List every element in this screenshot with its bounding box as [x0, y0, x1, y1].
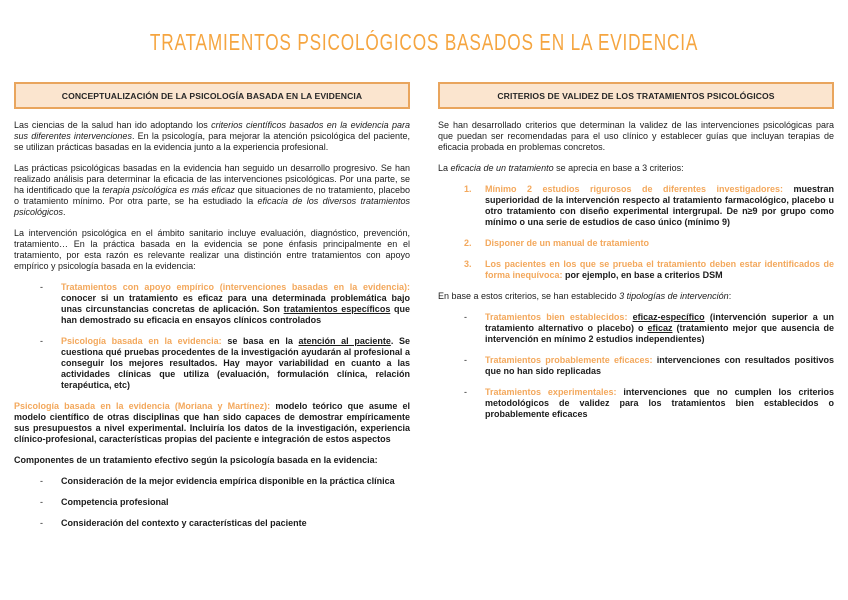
paragraph	[14, 455, 410, 466]
list-item	[438, 238, 834, 249]
right-column	[438, 82, 834, 539]
text-segment: que situaciones de no tratamiento, placebo o tratamiento mínimo. Por otra parte, se ha estudiado la	[14, 185, 410, 206]
text-segment: Componentes de un tratamiento efectivo según la psicología basada en la evidencia:	[14, 455, 378, 465]
list-marker: -	[40, 518, 43, 528]
list-marker: -	[464, 355, 467, 365]
text-segment: eficaz	[647, 323, 673, 333]
list-item	[438, 312, 834, 345]
left-section-header-box	[14, 82, 410, 109]
left-section-header-label: CONCEPTUALIZACIÓN DE LA PSICOLOGÍA BASADA EN LA EVIDENCIA	[61, 90, 363, 101]
text-segment: conocer si un tratamiento es eficaz para una determinada problemática bajo unas circunstancias concretas de aplicación. Son	[61, 293, 410, 314]
text-run	[61, 336, 410, 391]
text-segment: Tratamientos experimentales:	[485, 387, 624, 397]
text-run	[61, 518, 410, 529]
text-run	[14, 455, 410, 466]
text-segment: Psicología basada en la evidencia:	[61, 336, 228, 346]
text-segment: que han demostrado su eficacia en ensayos clínicos controlados	[61, 304, 410, 325]
text-segment: intervenciones con resultados positivos que no han sido replicadas	[485, 355, 835, 376]
text-segment: Las prácticas psicológicas basadas en la evidencia han seguido un desarrollo progresivo. Se han realizado análisis para determinar la eficacia de las intervenciones psicológicas. Por una parte, se ha identificado que la	[14, 163, 410, 195]
text-segment: eficaz-específico	[632, 312, 705, 322]
text-segment: modelo teórico que asume el modelo científico de otras disciplinas que han sido capaces de demostrar empíricamente sus presupuestos a nivel experimental. Incluiría los datos de la investigación, experiencia clínico-profesional, características propias del paciente e integración de estos aspectos	[14, 401, 411, 444]
left-column	[14, 82, 410, 539]
text-run	[485, 312, 834, 345]
text-run	[14, 163, 410, 218]
text-segment: Psicología basada en la evidencia (Moriana y Martínez):	[14, 401, 276, 411]
text-segment: 3 tipologías de intervención	[619, 291, 729, 301]
list-marker: -	[40, 476, 43, 486]
text-run	[14, 228, 410, 272]
right-column-content	[438, 120, 834, 420]
text-segment: Las ciencias de la salud han ido adoptando los	[14, 120, 212, 130]
text-run	[485, 259, 834, 281]
list-item	[14, 336, 410, 391]
text-segment: atención al paciente	[298, 336, 391, 346]
text-segment: (tratamiento mejor que ausencia de intervención en mínimo 2 estudios independientes)	[485, 323, 834, 344]
text-run	[438, 291, 834, 302]
page-title: TRATAMIENTOS PSICOLÓGICOS BASADOS EN LA EVIDENCIA	[149, 30, 699, 56]
text-segment: Mínimo 2 estudios rigurosos de diferentes investigadores:	[485, 184, 794, 194]
text-run	[14, 401, 410, 445]
text-segment: Los pacientes en los que se prueba el tratamiento deben estar identificados de forma inequívoca:	[485, 259, 834, 280]
list-item	[14, 282, 410, 326]
text-run	[485, 184, 834, 228]
right-section-header-box	[438, 82, 834, 109]
list-marker: -	[40, 282, 43, 292]
list-item	[14, 497, 410, 508]
text-segment: Tratamientos probablemente eficaces:	[485, 355, 657, 365]
list-item	[438, 184, 834, 228]
text-segment: Competencia profesional	[61, 497, 169, 507]
text-segment: .	[63, 207, 66, 217]
text-run	[61, 476, 410, 487]
list-item	[438, 355, 834, 377]
text-segment: por ejemplo, en base a criterios DSM	[565, 270, 723, 280]
text-segment: se aprecia en base a 3 criterios:	[553, 163, 684, 173]
text-run	[485, 355, 834, 377]
paragraph	[14, 163, 410, 218]
text-run	[438, 163, 834, 174]
list-marker: 3.	[464, 259, 472, 269]
text-run	[485, 387, 834, 420]
text-segment: :	[728, 291, 732, 301]
text-segment: intervenciones que no cumplen los criterios metodológicos de validez para los tratamientos bien establecidos o probablemente eficaces	[485, 387, 834, 419]
list-item	[14, 518, 410, 529]
text-segment: se basa en la	[227, 336, 299, 346]
text-segment: (intervención superior a un tratamiento alternativo o placebo) o	[485, 312, 834, 333]
text-run	[485, 238, 834, 249]
text-segment: . En la psicología, para mejorar la atención psicológica del paciente, se utilizan prácticas basadas en la evidencia junto a la experiencia profesional.	[14, 131, 410, 152]
paragraph	[14, 401, 410, 445]
text-segment: muestran superioridad de la intervención respecto al tratamiento farmacológico, placebo u otro tratamiento con diseño experimental intergrupal. De n≥9 por grupo como mínimo o una serie de estudios de caso único (mínimo 9)	[485, 184, 834, 227]
list-item	[14, 476, 410, 487]
list-item	[438, 387, 834, 420]
text-segment: eficacia de un tratamiento	[450, 163, 554, 173]
text-segment: Consideración de la mejor evidencia empírica disponible en la práctica clínica	[61, 476, 395, 486]
left-column-content	[14, 120, 410, 529]
paragraph	[14, 228, 410, 272]
paragraph	[14, 120, 410, 153]
list-marker: -	[464, 312, 467, 322]
text-segment: terapia psicológica es más eficaz	[102, 185, 235, 195]
text-segment: Disponer de un manual de tratamiento	[485, 238, 650, 248]
text-segment: En base a estos criterios, se han establecido	[438, 291, 620, 301]
list-marker: -	[40, 497, 43, 507]
text-run	[61, 497, 410, 508]
text-segment: La	[438, 163, 451, 173]
text-segment: . Se cuestiona qué pruebas procedentes de la investigación ayudarán al profesional a conseguir los mejores resultados. Hay mayor variabilidad en cuanto a las actividades clínicas que utiliza (evaluación, formulación clínica, relación terapéutica, etc)	[61, 336, 411, 390]
text-segment: tratamientos específicos	[283, 304, 391, 314]
text-run	[61, 282, 410, 326]
paragraph	[438, 163, 834, 174]
list-marker: -	[40, 336, 43, 346]
list-marker: 2.	[464, 238, 472, 248]
list-marker: 1.	[464, 184, 472, 194]
text-segment: eficacia de los diversos tratamientos psicológicos	[14, 196, 410, 217]
list-item	[438, 259, 834, 281]
paragraph	[438, 120, 834, 153]
paragraph	[438, 291, 834, 302]
text-run	[438, 120, 834, 153]
list-marker: -	[464, 387, 467, 397]
two-column-layout	[0, 82, 848, 539]
text-run	[14, 120, 410, 153]
text-segment: Se han desarrollado criterios que determinan la validez de las intervenciones psicológicas para que puedan ser recomendadas para el uso clínico y establecer guías que incluyan terapias de eficacia probada en problemas concretos.	[438, 120, 834, 152]
text-segment: La intervención psicológica en el ámbito sanitario incluye evaluación, diagnóstico, prevención, tratamiento… En la práctica basada en la evidencia se pone énfasis principalmente en el tratamiento, por esta razón es relevante realizar una distinción entre tratamientos con apoyo empírico y psicología basada en la evidencia:	[14, 228, 410, 271]
text-segment: Tratamientos con apoyo empírico (intervenciones basadas en la evidencia):	[61, 282, 410, 292]
text-segment: Tratamientos bien establecidos:	[485, 312, 633, 322]
right-section-header-label: CRITERIOS DE VALIDEZ DE LOS TRATAMIENTOS PSICOLÓGICOS	[497, 90, 775, 101]
text-segment: criterios científicos basados en la evidencia para sus diferentes intervenciones	[14, 120, 410, 141]
text-segment: Consideración del contexto y características del paciente	[61, 518, 307, 528]
